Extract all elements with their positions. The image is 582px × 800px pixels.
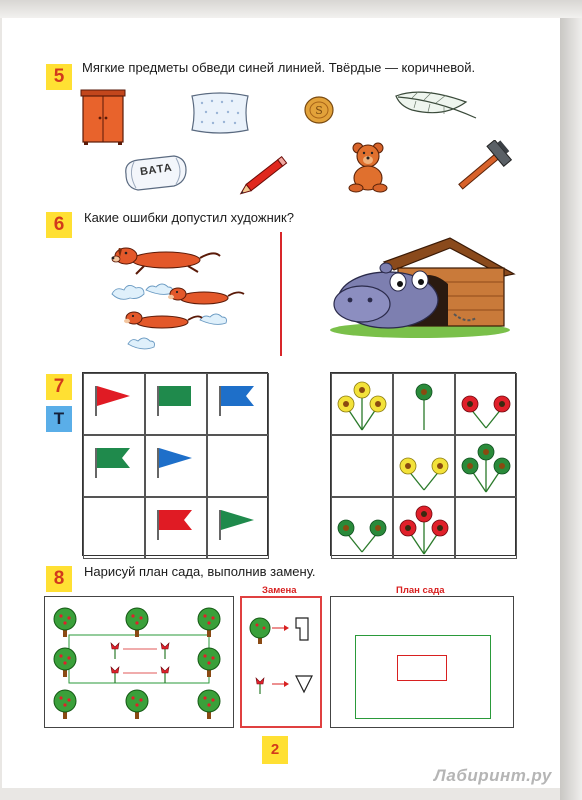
cookie-icon (302, 94, 336, 126)
task-6-text: Какие ошибки допустил художник? (84, 210, 294, 225)
pencil-icon (236, 150, 296, 198)
flowers-grid (330, 372, 516, 556)
flowers-cell (455, 373, 517, 435)
flowers-cell (393, 497, 455, 559)
flags-cell (83, 373, 145, 435)
flowers-cell (393, 435, 455, 497)
flying-dogs-picture (104, 236, 254, 360)
garden-plan-box[interactable] (330, 596, 514, 728)
feather-icon (392, 88, 478, 122)
task-8-number: 8 (46, 566, 72, 592)
flags-cell-empty (207, 435, 269, 497)
flags-cell (207, 497, 269, 559)
flowers-cell (331, 373, 393, 435)
wardrobe-icon (78, 88, 128, 146)
flags-cell (207, 373, 269, 435)
svg-text:S: S (315, 104, 323, 117)
plan-center-rect (397, 655, 447, 681)
garden-picture-box (44, 596, 234, 728)
pillow-icon (186, 88, 254, 138)
hippo-doghouse-picture (328, 234, 518, 338)
flags-cell (145, 497, 207, 559)
flowers-cell (393, 373, 455, 435)
flags-grid (82, 372, 268, 556)
flowers-cell (331, 497, 393, 559)
cotton-label: ВАТА (139, 161, 174, 179)
hammer-icon (448, 140, 518, 196)
flags-cell-empty (83, 497, 145, 559)
task-5-text: Мягкие предметы обведи синей линией. Твёрдые — коричневой. (82, 60, 476, 75)
flowers-cell-empty (455, 497, 517, 559)
flowers-cell (455, 435, 517, 497)
flags-cell (145, 435, 207, 497)
task-6-number: 6 (46, 212, 72, 238)
flags-cell (145, 373, 207, 435)
watermark-logo: Лабиринт.ру (434, 766, 552, 785)
cotton-pack-icon (120, 152, 190, 196)
flags-cell (83, 435, 145, 497)
task-6-divider (280, 232, 282, 356)
replacement-title: Замена (262, 585, 297, 596)
teddy-bear-icon (346, 140, 392, 194)
page-binding-shadow (560, 18, 582, 800)
task-7-number: 7 (46, 374, 72, 400)
replacement-box (240, 596, 322, 728)
task-8-text: Нарисуй план сада, выполнив замену. (84, 564, 316, 579)
plan-title: План сада (396, 585, 445, 596)
page-number: 2 (262, 736, 288, 764)
task-5-number: 5 (46, 64, 72, 90)
task-7-type-badge: Т (46, 406, 72, 432)
page-top-edge (0, 0, 582, 18)
flowers-cell-empty (331, 435, 393, 497)
